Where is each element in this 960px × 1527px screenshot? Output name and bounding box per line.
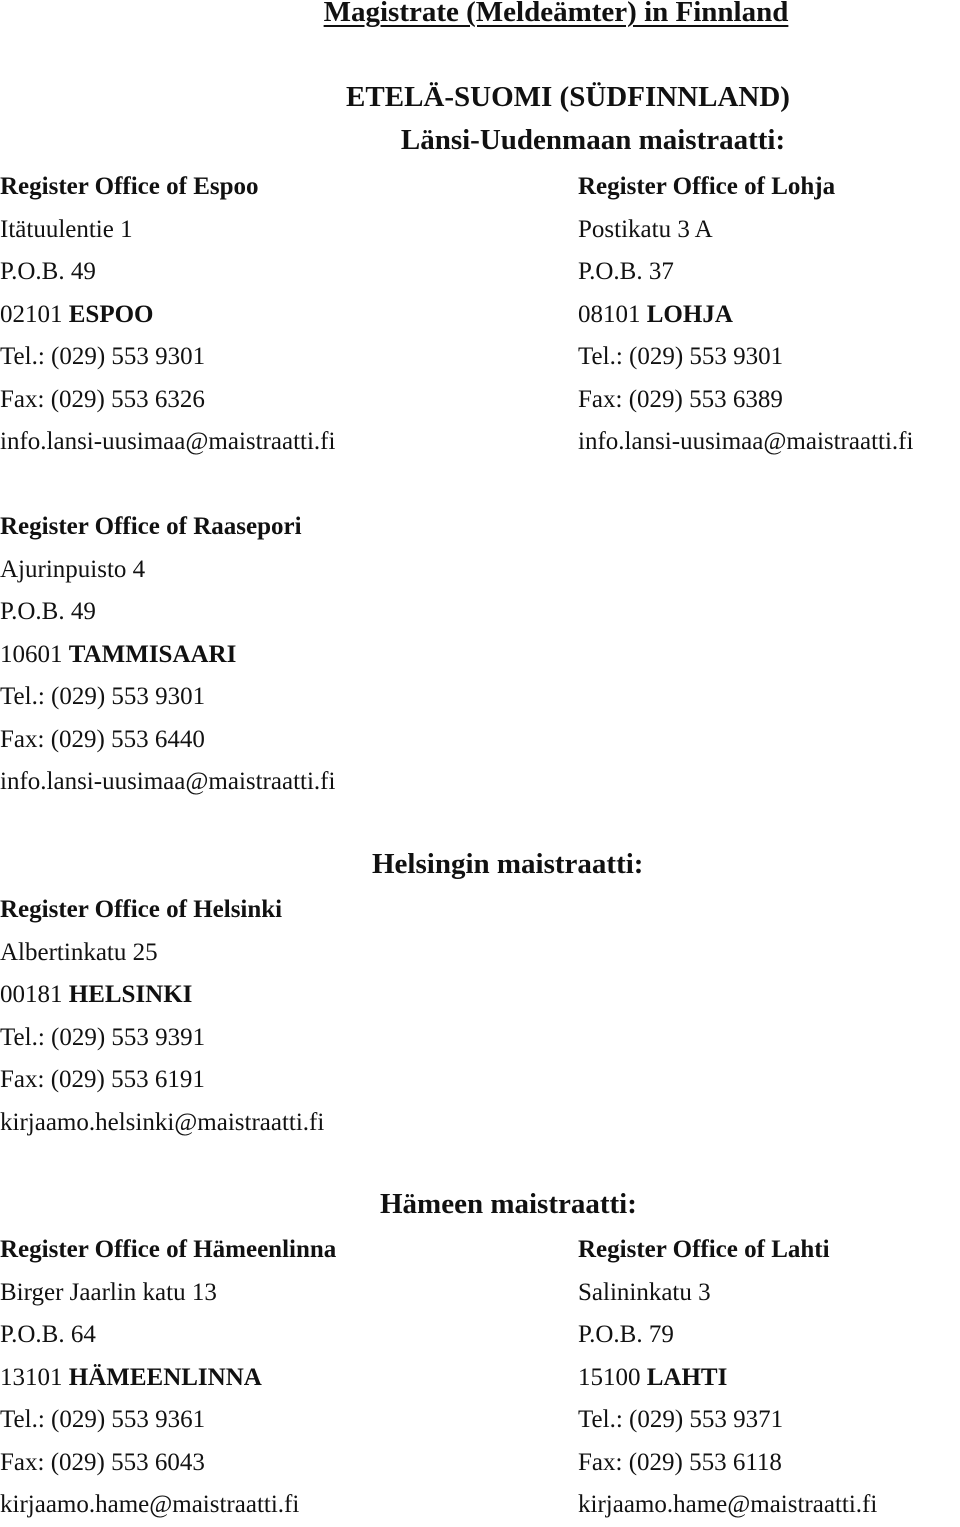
city: LOHJA: [646, 300, 733, 328]
po-box: P.O.B. 49: [0, 598, 96, 625]
telephone: Tel.: (029) 553 9301: [0, 683, 206, 710]
postal-line: [0, 634, 335, 677]
postal-line: [578, 294, 913, 337]
authority-heading-lansi-uudenmaan: Länsi-Uudenmaan maistraatti:: [400, 124, 786, 156]
postal-line: [578, 1357, 877, 1400]
postcode: 08101: [578, 300, 641, 328]
region-heading-etela: ETELÄ-SUOMI (SÜDFINNLAND): [346, 81, 790, 113]
street-address: Itätuulentie 1: [0, 215, 133, 243]
authority-heading-hame: Hämeen maistraatti:: [380, 1188, 637, 1220]
postcode: 13101: [0, 1363, 63, 1391]
postal-line: [0, 1357, 336, 1400]
po-box: P.O.B. 49: [0, 258, 96, 285]
telephone: Tel.: (029) 553 9301: [0, 343, 206, 370]
document-title: Magistrate (Meldeämter) in Finnland: [323, 0, 789, 28]
street-address: Ajurinpuisto 4: [0, 555, 146, 583]
fax: Fax: (029) 553 6326: [0, 385, 205, 413]
fax: Fax: (029) 553 6440: [0, 725, 205, 753]
telephone: Tel.: (029) 553 9371: [578, 1406, 784, 1433]
office-name: Register Office of Lohja: [578, 173, 836, 200]
fax: Fax: (029) 553 6043: [0, 1448, 205, 1476]
city: ESPOO: [68, 300, 154, 328]
office-block-espoo: [0, 166, 335, 464]
city: LAHTI: [646, 1363, 728, 1391]
postcode: 10601: [0, 640, 63, 668]
postcode: 15100: [578, 1363, 641, 1391]
fax: Fax: (029) 553 6118: [578, 1448, 782, 1476]
postal-line: [0, 294, 335, 337]
email-address: kirjaamo.hame@maistraatti.fi: [0, 1491, 300, 1518]
office-block-hameenlinna: [0, 1229, 336, 1527]
telephone: Tel.: (029) 553 9301: [578, 343, 784, 370]
telephone: Tel.: (029) 553 9391: [0, 1023, 206, 1051]
office-name: Register Office of Helsinki: [0, 896, 283, 923]
office-name: Register Office of Raasepori: [0, 513, 302, 540]
email-address: info.lansi-uusimaa@maistraatti.fi: [0, 768, 336, 795]
email-address: info.lansi-uusimaa@maistraatti.fi: [578, 428, 914, 455]
street-address: Postikatu 3 A: [578, 215, 713, 243]
office-block-lahti: [578, 1229, 877, 1527]
office-block-helsinki: [0, 889, 324, 1144]
city: HÄMEENLINNA: [68, 1363, 262, 1391]
office-name: Register Office of Hämeenlinna: [0, 1236, 337, 1263]
street-address: Albertinkatu 25: [0, 938, 158, 966]
street-address: Birger Jaarlin katu 13: [0, 1278, 217, 1306]
postal-line: [0, 974, 324, 1017]
po-box: P.O.B. 37: [578, 258, 674, 285]
postcode: 00181: [0, 981, 63, 1008]
fax: Fax: (029) 553 6191: [0, 1066, 205, 1093]
po-box: P.O.B. 79: [578, 1321, 674, 1348]
street-address: Salininkatu 3: [578, 1278, 711, 1306]
city: HELSINKI: [68, 981, 193, 1008]
po-box: P.O.B. 64: [0, 1321, 96, 1348]
email-address: kirjaamo.hame@maistraatti.fi: [578, 1491, 878, 1518]
office-name: Register Office of Lahti: [578, 1236, 830, 1263]
city: TAMMISAARI: [68, 640, 237, 668]
office-block-raasepori: [0, 506, 335, 804]
authority-heading-helsinki: Helsingin maistraatti:: [372, 848, 644, 880]
email-address: kirjaamo.helsinki@maistraatti.fi: [0, 1108, 325, 1136]
fax: Fax: (029) 553 6389: [578, 385, 783, 413]
office-block-lohja: [578, 166, 913, 464]
office-name: Register Office of Espoo: [0, 173, 259, 200]
email-address: info.lansi-uusimaa@maistraatti.fi: [0, 428, 336, 455]
telephone: Tel.: (029) 553 9361: [0, 1406, 206, 1433]
postcode: 02101: [0, 300, 63, 328]
